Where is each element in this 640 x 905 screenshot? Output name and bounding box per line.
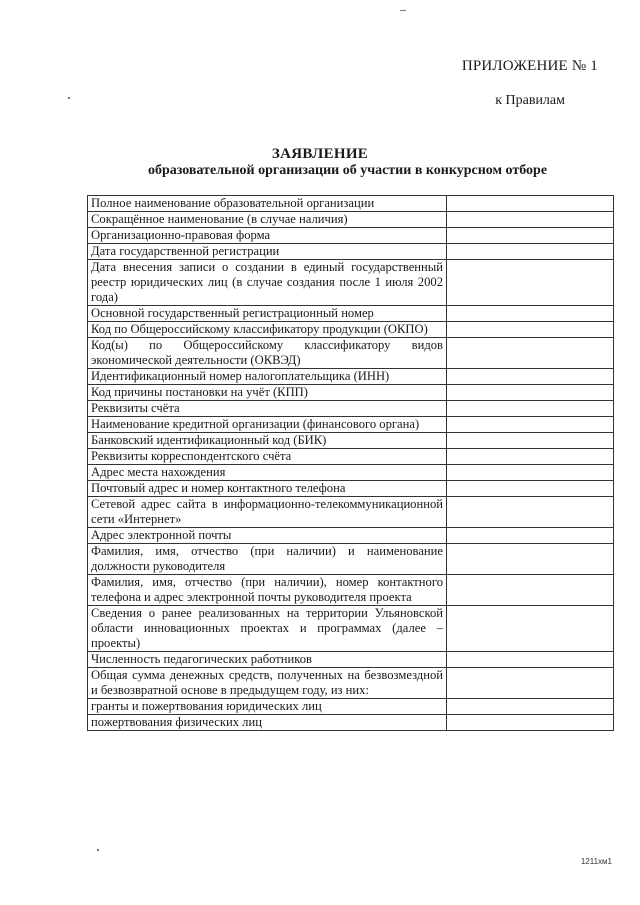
form-row-value-field[interactable] xyxy=(447,575,614,606)
form-row xyxy=(88,528,614,544)
form-row-label: Сокращённое наименование (в случае наличия) xyxy=(88,212,447,228)
form-row-label: Дата внесения записи о создании в единый государственный реестр юридических лиц (в случае создания после 1 июля 2002 года) xyxy=(88,260,447,306)
form-row-label: Фамилия, имя, отчество (при наличии), номер контактного телефона и адрес электронной почты руководителя проекта xyxy=(88,575,447,606)
form-row-label: Реквизиты корреспондентского счёта xyxy=(88,449,447,465)
form-row-value-field[interactable] xyxy=(447,449,614,465)
form-row-label: Полное наименование образовательной организации xyxy=(88,196,447,212)
form-row-label: пожертвования физических лиц xyxy=(88,715,447,731)
form-row-label: Почтовый адрес и номер контактного телефона xyxy=(88,481,447,497)
form-row-value-field[interactable] xyxy=(447,668,614,699)
scan-speck xyxy=(97,849,99,851)
form-row-label: Адрес электронной почты xyxy=(88,528,447,544)
form-row xyxy=(88,433,614,449)
form-row-value-field[interactable] xyxy=(447,652,614,668)
form-row-value-field[interactable] xyxy=(447,369,614,385)
footer-code: 1211хм1 xyxy=(580,857,612,866)
form-row xyxy=(88,385,614,401)
form-row xyxy=(88,449,614,465)
form-row-label: Наименование кредитной организации (финансового органа) xyxy=(88,417,447,433)
form-row-label: Организационно-правовая форма xyxy=(88,228,447,244)
application-form-table xyxy=(87,195,614,731)
form-row-label: Дата государственной регистрации xyxy=(88,244,447,260)
form-row xyxy=(88,652,614,668)
form-row-label: Численность педагогических работников xyxy=(88,652,447,668)
form-row xyxy=(88,699,614,715)
form-row xyxy=(88,544,614,575)
form-row-label: Общая сумма денежных средств, полученных на безвозмездной и безвозвратной основе в предыдущем году, из них: xyxy=(88,668,447,699)
form-row-label: Сведения о ранее реализованных на территории Ульяновской области инновационных проектах и программах (далее – проекты) xyxy=(88,606,447,652)
form-row-value-field[interactable] xyxy=(447,417,614,433)
form-row-value-field[interactable] xyxy=(447,306,614,322)
appendix-number: ПРИЛОЖЕНИЕ № 1 xyxy=(461,58,598,74)
form-row xyxy=(88,212,614,228)
form-row-label: Код причины постановки на учёт (КПП) xyxy=(88,385,447,401)
form-row-value-field[interactable] xyxy=(447,401,614,417)
form-row xyxy=(88,338,614,369)
form-row-value-field[interactable] xyxy=(447,699,614,715)
form-row-value-field[interactable] xyxy=(447,497,614,528)
form-row xyxy=(88,228,614,244)
form-row xyxy=(88,322,614,338)
form-row xyxy=(88,244,614,260)
form-row xyxy=(88,715,614,731)
form-row xyxy=(88,497,614,528)
scan-speck xyxy=(400,10,406,11)
form-row-value-field[interactable] xyxy=(447,433,614,449)
form-row-value-field[interactable] xyxy=(447,196,614,212)
form-row-label: Фамилия, имя, отчество (при наличии) и наименование должности руководителя xyxy=(88,544,447,575)
form-row xyxy=(88,481,614,497)
form-row-value-field[interactable] xyxy=(447,385,614,401)
form-row-label: гранты и пожертвования юридических лиц xyxy=(88,699,447,715)
form-row xyxy=(88,196,614,212)
form-body xyxy=(88,196,614,731)
form-row-value-field[interactable] xyxy=(447,528,614,544)
form-row-value-field[interactable] xyxy=(447,481,614,497)
form-row xyxy=(88,668,614,699)
form-row xyxy=(88,306,614,322)
form-row xyxy=(88,575,614,606)
form-row-value-field[interactable] xyxy=(447,544,614,575)
form-row-value-field[interactable] xyxy=(447,338,614,369)
form-row-value-field[interactable] xyxy=(447,260,614,306)
form-row xyxy=(88,369,614,385)
form-row-label: Сетевой адрес сайта в информационно-телекоммуникационной сети «Интернет» xyxy=(88,497,447,528)
form-row xyxy=(88,606,614,652)
form-row-value-field[interactable] xyxy=(447,212,614,228)
form-row-label: Банковский идентификационный код (БИК) xyxy=(88,433,447,449)
form-row-value-field[interactable] xyxy=(447,465,614,481)
scan-speck xyxy=(68,97,70,99)
form-row-value-field[interactable] xyxy=(447,244,614,260)
form-row-value-field[interactable] xyxy=(447,606,614,652)
form-row xyxy=(88,417,614,433)
form-row xyxy=(88,260,614,306)
form-row-label: Код(ы) по Общероссийскому классификатору видов экономической деятельности (ОКВЭД) xyxy=(88,338,447,369)
form-row-label: Идентификационный номер налогоплательщика (ИНН) xyxy=(88,369,447,385)
form-row-label: Основной государственный регистрационный номер xyxy=(88,306,447,322)
form-row xyxy=(88,401,614,417)
appendix-reference: к Правилам xyxy=(495,93,565,108)
document-subtitle: образовательной организации об участии в конкурсном отборе xyxy=(147,163,548,178)
form-row-label: Адрес места нахождения xyxy=(88,465,447,481)
form-row-value-field[interactable] xyxy=(447,228,614,244)
form-row-value-field[interactable] xyxy=(447,715,614,731)
document-title: ЗАЯВЛЕНИЕ xyxy=(271,146,369,162)
form-row xyxy=(88,465,614,481)
form-row-label: Код по Общероссийскому классификатору продукции (ОКПО) xyxy=(88,322,447,338)
form-row-value-field[interactable] xyxy=(447,322,614,338)
form-row-label: Реквизиты счёта xyxy=(88,401,447,417)
